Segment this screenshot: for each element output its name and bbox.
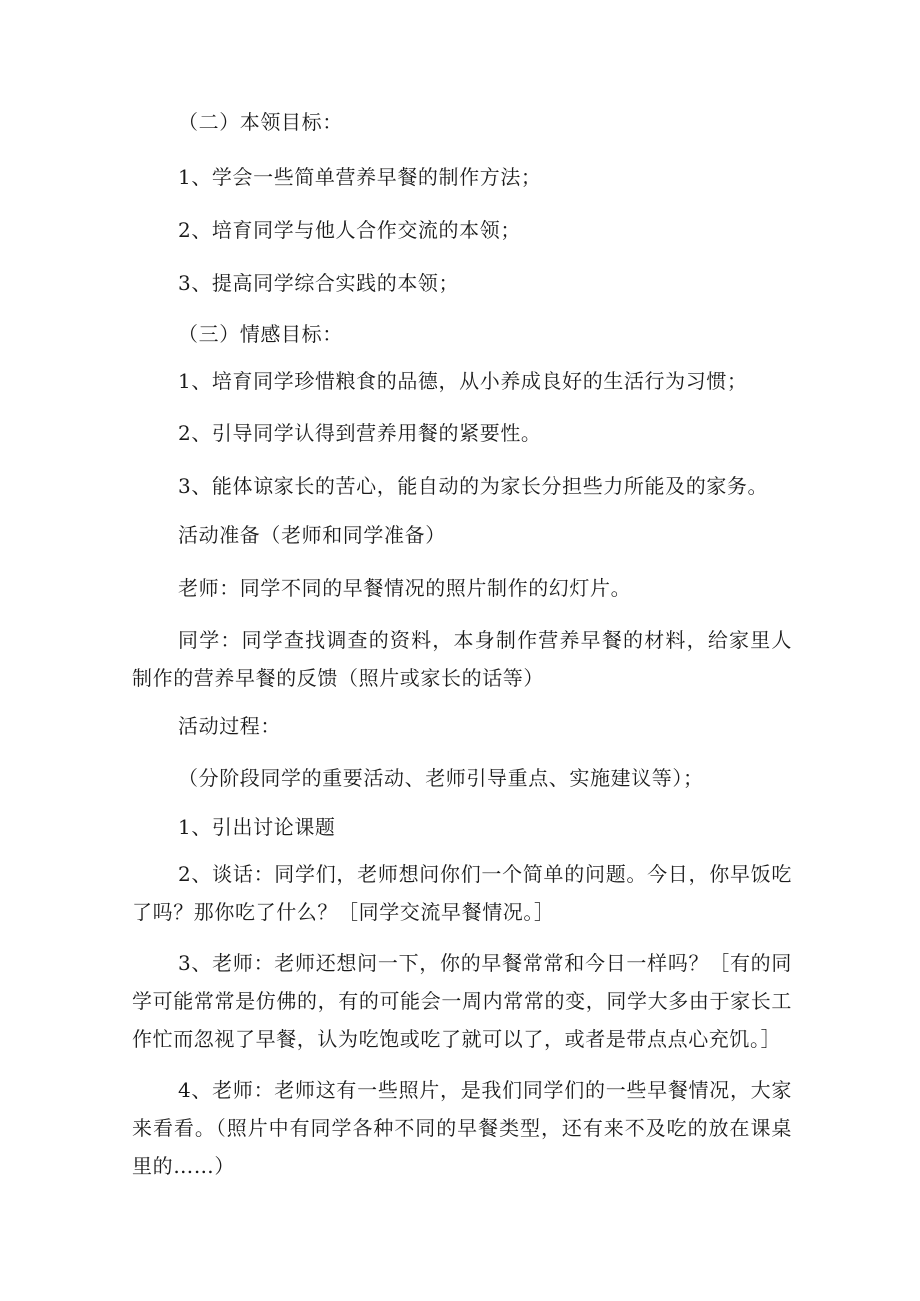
prep-student-paragraph: 同学：同学查找调查的资料，本身制作营养早餐的材料，给家里人制作的营养早餐的反馈（照片或家长的话等） <box>132 628 792 690</box>
activity-process-title: 活动过程： <box>178 714 281 738</box>
skill-goal-item: 2、培育同学与他人合作交流的本领； <box>178 218 521 242</box>
process-step: 1、引出讨论课题 <box>178 815 336 839</box>
process-note: （分阶段同学的重要活动、老师引导重点、实施建议等）； <box>178 766 704 790</box>
process-step: 3、老师：老师还想问一下，你的早餐常常和今日一样吗？［有的同学可能常常是仿佛的，有的可能会一周内常常的变，同学大多由于家长工作忙而忽视了早餐，认为吃饱或吃了就可以了，或者是带点点心充饥。］ <box>132 951 792 1051</box>
section-title-emotion-goals: （三）情感目标： <box>178 322 343 346</box>
emotion-goal-item: 3、能体谅家长的苦心，能自动的为家长分担些力所能及的家务。 <box>178 474 769 498</box>
process-step: 4、老师：老师这有一些照片，是我们同学们的一些早餐情况，大家来看看。（照片中有同学各种不同的早餐类型，还有来不及吃的放在课桌里的……） <box>132 1078 792 1178</box>
process-step: 2、谈话：同学们，老师想问你们一个简单的问题。今日，你早饭吃了吗？那你吃了什么？［同学交流早餐情况。］ <box>132 862 792 924</box>
prep-teacher-text: 老师：同学不同的早餐情况的照片制作的幻灯片。 <box>178 576 632 600</box>
activity-prep-title: 活动准备（老师和同学准备） <box>178 523 446 547</box>
emotion-goal-item: 1、培育同学珍惜粮食的品德，从小养成良好的生活行为习惯； <box>178 369 748 393</box>
section-title-skill-goals: （二）本领目标： <box>178 110 343 134</box>
skill-goal-item: 3、提高同学综合实践的本领； <box>178 271 460 295</box>
skill-goal-item: 1、学会一些简单营养早餐的制作方法； <box>178 165 542 189</box>
emotion-goal-item: 2、引导同学认得到营养用餐的紧要性。 <box>178 421 542 445</box>
